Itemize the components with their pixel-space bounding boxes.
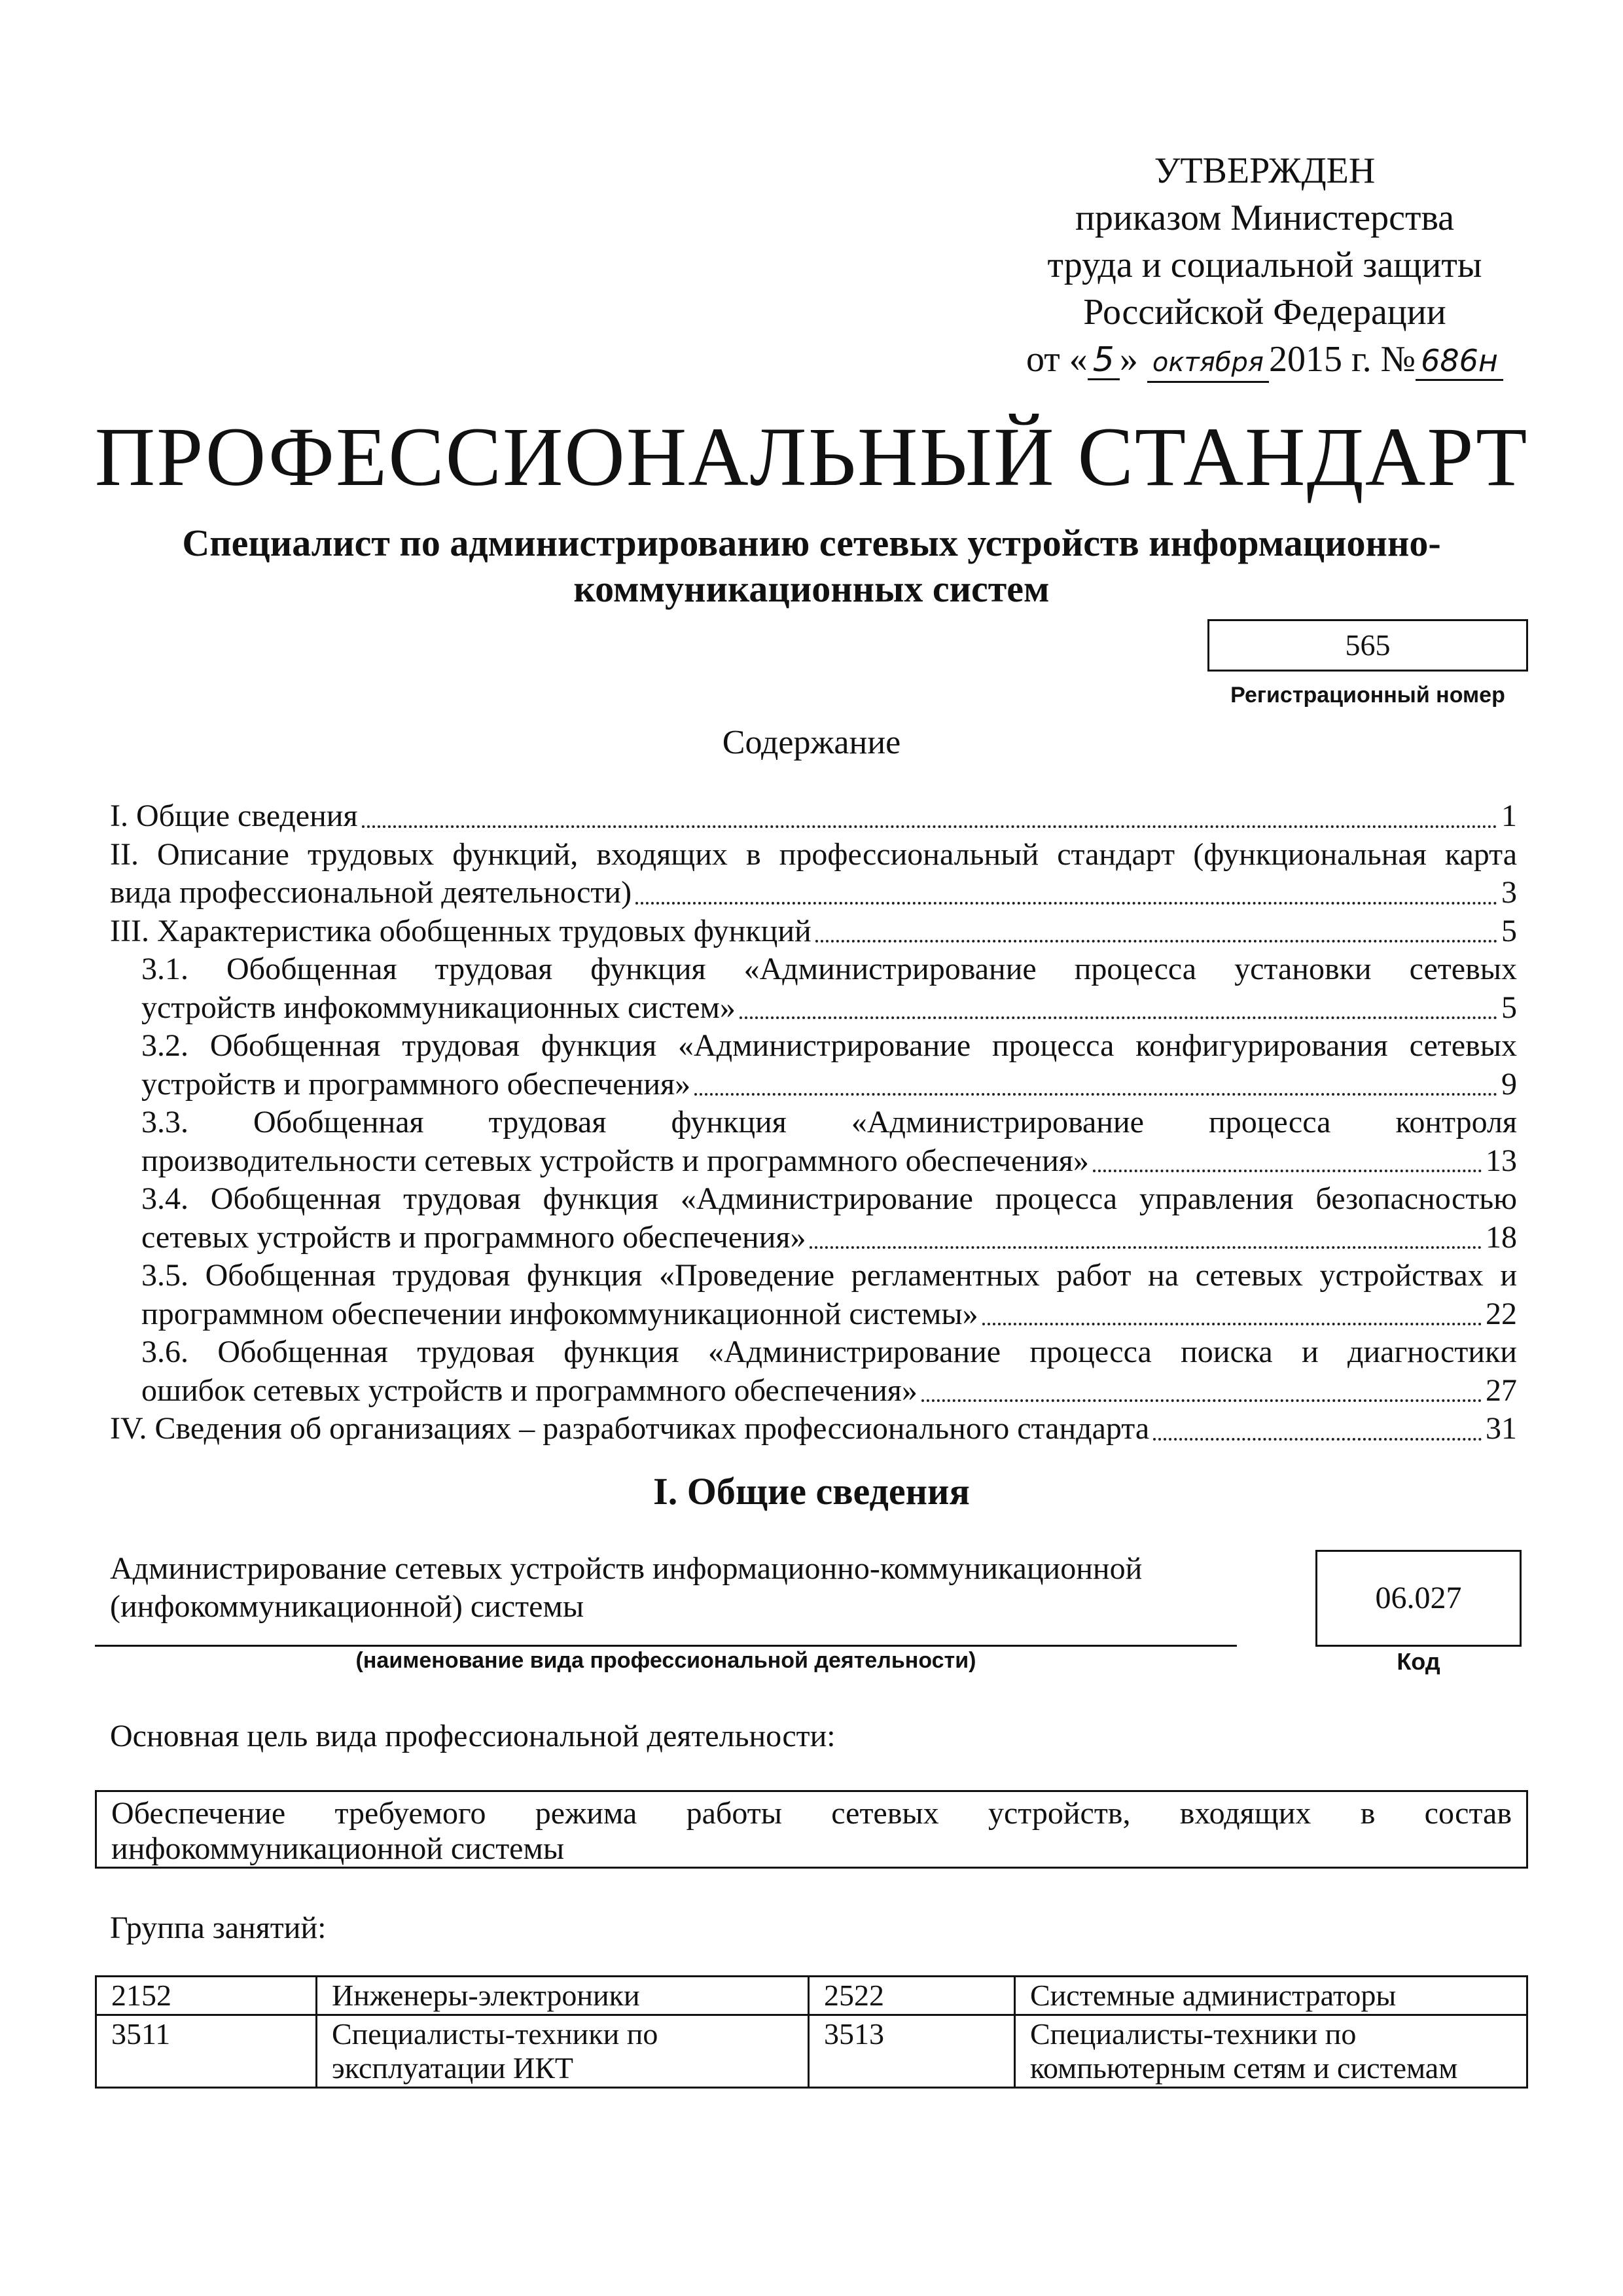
toc-page-number: 3 <box>1501 875 1517 910</box>
toc-entry-3-6-line-1[interactable]: 3.6. Обобщенная трудовая функция «Администрирование процесса поиска и диагностики <box>141 1335 1517 1369</box>
toc-entry-3-5-line-1[interactable]: 3.5. Обобщенная трудовая функция «Проведение регламентных работ на сетевых устройствах и <box>141 1258 1517 1293</box>
date-mid: » <box>1119 339 1138 380</box>
table-row <box>96 1977 1527 2015</box>
table-cell: Системные администраторы <box>1015 1977 1527 2015</box>
toc-entry-text: IV. Сведения об организациях – разработчиках профессионального стандарта <box>110 1411 1150 1446</box>
toc-entry-text: устройств инфокоммуникационных систем» <box>141 990 736 1025</box>
approval-line-4: Российской Федерации <box>1083 292 1446 332</box>
handwritten-day: 5 <box>1088 342 1120 380</box>
date-prefix: от « <box>1026 339 1088 380</box>
toc-dot-leader <box>740 1016 1497 1019</box>
toc-entry-3-2[interactable] <box>110 1066 1517 1104</box>
toc-entry-3[interactable] <box>110 912 1517 951</box>
toc-dot-leader <box>921 1399 1482 1402</box>
registration-number-label: Регистрационный номер <box>1230 683 1505 708</box>
table-cell: Специалисты-техники по эксплуатации ИКТ <box>317 2015 809 2088</box>
toc-entry-3-4[interactable] <box>110 1219 1517 1257</box>
toc-entry-text: III. Характеристика обобщенных трудовых функций <box>110 913 812 948</box>
purpose-label: Основная цель вида профессиональной деятельности: <box>110 1719 836 1753</box>
toc-entry-text: I. Общие сведения <box>110 798 358 833</box>
table-cell: 2152 <box>96 1977 317 2015</box>
table-cell: 3513 <box>809 2015 1015 2088</box>
toc-page-number: 31 <box>1486 1411 1517 1446</box>
toc-dot-leader <box>694 1093 1497 1096</box>
toc-entry-3-3[interactable] <box>110 1142 1517 1181</box>
toc-dot-leader <box>815 940 1497 942</box>
document-subtitle <box>151 520 1472 612</box>
toc-page-number: 1 <box>1501 798 1517 833</box>
toc-entry-3-2-line-1[interactable]: 3.2. Обобщенная трудовая функция «Администрирование процесса конфигурирования сетевых <box>141 1028 1517 1063</box>
toc-page-number: 27 <box>1486 1372 1517 1408</box>
purpose-box <box>95 1790 1528 1869</box>
subtitle-line-2: коммуникационных систем <box>573 567 1050 610</box>
table-cell: 3511 <box>96 2015 317 2088</box>
activity-name-line-1: Администрирование сетевых устройств информационно-коммуникационной <box>110 1551 1143 1586</box>
activity-underline <box>95 1645 1237 1647</box>
toc-entry-3-5[interactable] <box>110 1295 1517 1334</box>
table-row <box>96 2015 1527 2088</box>
toc-dot-leader <box>810 1246 1482 1249</box>
toc-dot-leader <box>1153 1438 1482 1441</box>
toc-entry-text: сетевых устройств и программного обеспечения» <box>141 1219 806 1255</box>
approval-block <box>906 147 1623 383</box>
toc-dot-leader <box>982 1323 1482 1325</box>
toc-entry-2-line-1[interactable]: II. Описание трудовых функций, входящих в профессиональный стандарт (функциональная карта <box>110 836 1517 872</box>
toc-page-number: 18 <box>1486 1219 1517 1255</box>
approval-line-1: УТВЕРЖДЕН <box>1154 151 1376 191</box>
toc-dot-leader <box>635 902 1497 905</box>
toc-entry-1[interactable] <box>110 797 1517 836</box>
activity-code-box: 06.027 <box>1315 1550 1522 1647</box>
activity-name-line-2: (инфокоммуникационной) системы <box>110 1589 584 1624</box>
toc-entry-3-4-line-1[interactable]: 3.4. Обобщенная трудовая функция «Администрирование процесса управления безопасностью <box>141 1181 1517 1216</box>
table-cell: Специалисты-техники по компьютерным сетям и системам <box>1015 2015 1527 2088</box>
toc-entry-3-1[interactable] <box>110 989 1517 1028</box>
toc-entry-3-6[interactable] <box>110 1372 1517 1410</box>
handwritten-month: октября <box>1147 344 1269 383</box>
toc-entry-text: вида профессиональной деятельности) <box>110 875 632 910</box>
toc-entry-3-3-line-1[interactable]: 3.3. Обобщенная трудовая функция «Администрирование процесса контроля <box>141 1105 1517 1139</box>
occupation-group-label: Группа занятий: <box>110 1910 327 1945</box>
toc-dot-leader <box>1093 1170 1482 1172</box>
toc-entry-text: производительности сетевых устройств и программного обеспечения» <box>141 1143 1089 1178</box>
section-heading: I. Общие сведения <box>653 1470 970 1513</box>
table-cell: Инженеры-электроники <box>317 1977 809 2015</box>
toc-page-number: 22 <box>1486 1296 1517 1331</box>
toc-entry-text: программном обеспечении инфокоммуникационной системы» <box>141 1296 978 1331</box>
approval-line-3: труда и социальной защиты <box>1047 245 1482 285</box>
date-year: 2015 г. № <box>1268 339 1416 380</box>
toc-page-number: 13 <box>1486 1143 1517 1178</box>
approval-date-line <box>906 336 1623 383</box>
toc-dot-leader <box>362 825 1497 828</box>
occupation-group-table <box>95 1975 1528 2089</box>
activity-name <box>110 1550 1236 1626</box>
document-title: ПРОФЕССИОНАЛЬНЫЙ СТАНДАРТ <box>94 410 1529 503</box>
approval-line-2: приказом Министерства <box>1075 198 1455 238</box>
toc-page-number: 5 <box>1501 913 1517 948</box>
toc-entry-2[interactable] <box>110 874 1517 912</box>
toc-entry-text: ошибок сетевых устройств и программного обеспечения» <box>141 1372 918 1408</box>
toc-page-number: 9 <box>1501 1066 1517 1102</box>
activity-caption: (наименование вида профессиональной деятельности) <box>355 1648 976 1673</box>
table-cell: 2522 <box>809 1977 1015 2015</box>
activity-code-caption: Код <box>1397 1648 1440 1675</box>
registration-number-box: 565 <box>1207 619 1528 672</box>
toc-page-number: 5 <box>1501 990 1517 1025</box>
toc-title: Содержание <box>722 724 901 761</box>
handwritten-order-number: 686н <box>1416 342 1503 381</box>
purpose-line-2: инфокоммуникационной системы <box>111 1831 565 1866</box>
subtitle-line-1: Специалист по администрированию сетевых устройств информационно- <box>182 522 1441 564</box>
toc-entry-text: устройств и программного обеспечения» <box>141 1066 691 1102</box>
purpose-line-1: Обеспечение требуемого режима работы сетевых устройств, входящих в состав <box>111 1796 1512 1831</box>
table-of-contents <box>110 797 1517 1448</box>
toc-entry-4[interactable] <box>110 1410 1517 1448</box>
toc-entry-3-1-line-1[interactable]: 3.1. Обобщенная трудовая функция «Администрирование процесса установки сетевых <box>141 952 1517 986</box>
